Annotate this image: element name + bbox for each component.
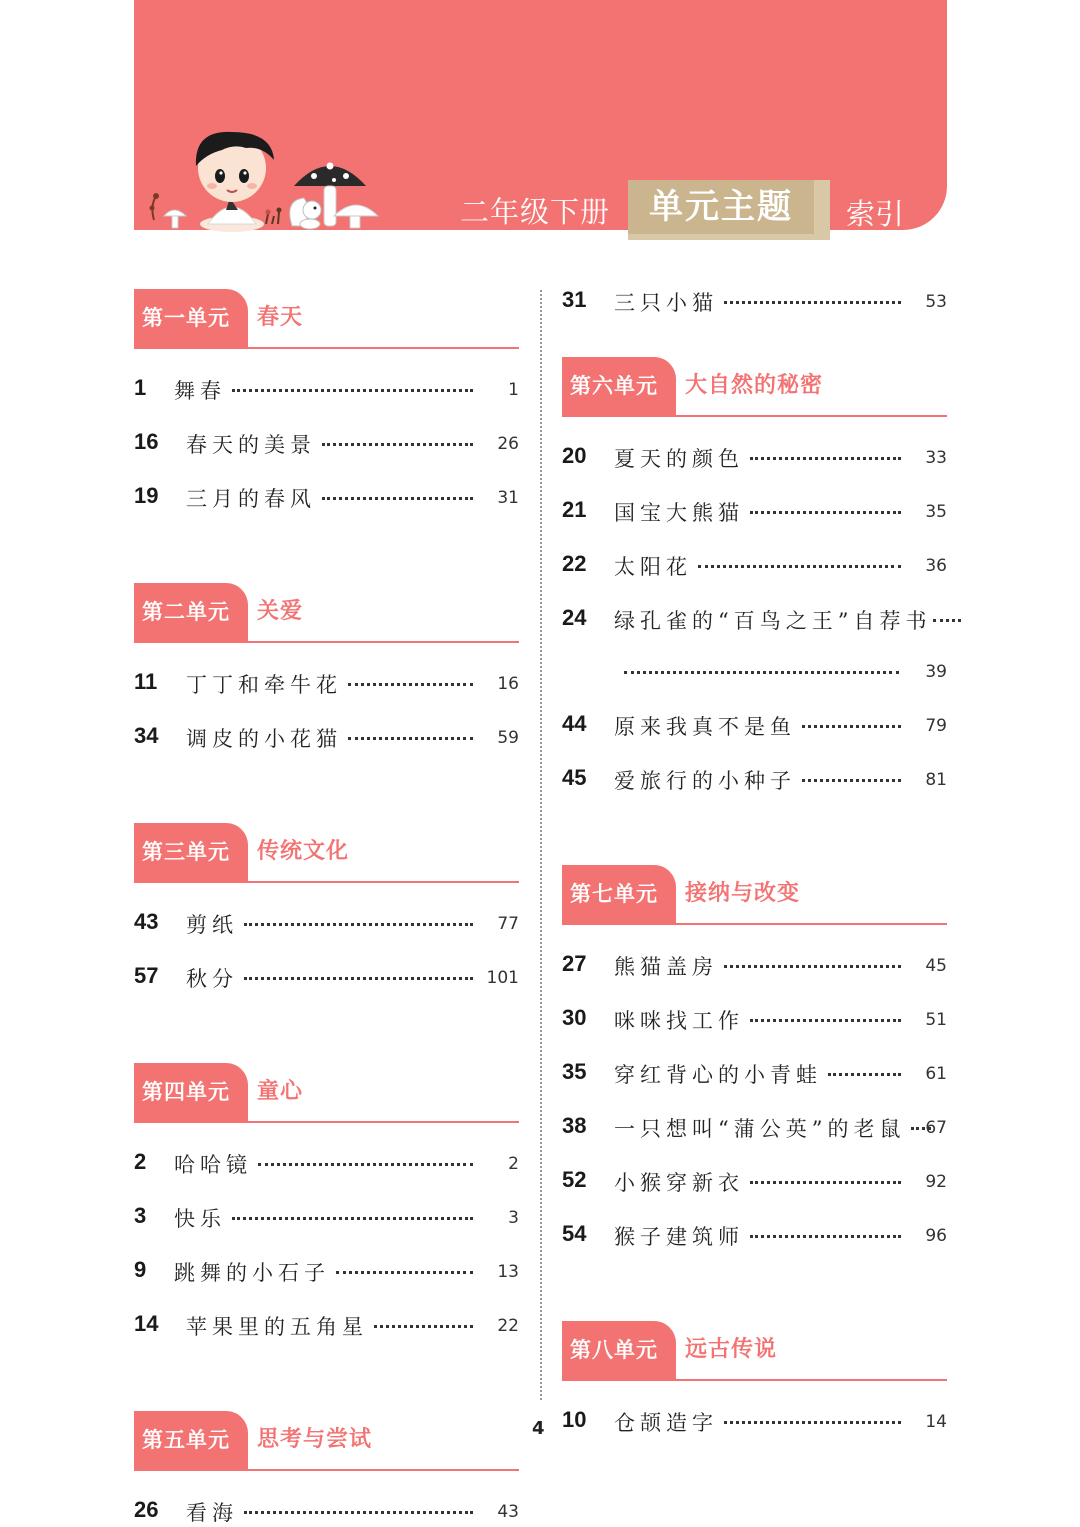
lesson-page: 43 <box>497 1502 519 1522</box>
lesson-page: 45 <box>925 956 947 976</box>
leader-dots <box>232 1217 473 1220</box>
lesson-title: 哈哈镜 <box>174 1153 252 1177</box>
unit-label: 第六单元 <box>562 357 676 415</box>
lesson-page: 33 <box>925 448 947 468</box>
lesson-page: 51 <box>925 1010 947 1030</box>
lesson-number: 27 <box>562 951 587 976</box>
lesson-number: 45 <box>562 765 587 790</box>
lesson-page: 79 <box>925 716 947 736</box>
lesson-number: 34 <box>134 723 159 748</box>
leader-dots <box>232 389 473 392</box>
lesson-page: 92 <box>925 1172 947 1192</box>
leader-dots <box>374 1325 473 1328</box>
unit-underline <box>134 1121 519 1123</box>
lesson-row <box>134 483 519 513</box>
unit-title: 思考与尝试 <box>257 1427 373 1452</box>
unit-title: 春天 <box>257 305 304 330</box>
lesson-title: 夏天的颜色 <box>614 447 744 471</box>
lesson-number: 9 <box>134 1257 147 1282</box>
lesson-row <box>134 1257 519 1287</box>
unit-title: 传统文化 <box>257 839 350 864</box>
unit-heading <box>134 289 519 349</box>
lesson-number: 44 <box>562 711 587 736</box>
boy-mushroom-illustration <box>134 120 394 232</box>
lesson-number: 20 <box>562 443 587 468</box>
header-grade: 二年级下册 <box>460 195 611 229</box>
lesson-page: 14 <box>925 1412 947 1432</box>
leader-dots <box>802 779 901 782</box>
lesson-row <box>562 605 947 635</box>
lesson-number: 31 <box>562 287 587 312</box>
unit-label: 第八单元 <box>562 1321 676 1379</box>
lesson-title: 快乐 <box>174 1207 226 1231</box>
lesson-title: 一只想叫“蒲公英”的老鼠 <box>614 1117 906 1141</box>
page-number: 4 <box>532 1418 545 1439</box>
lesson-number: 2 <box>134 1149 147 1174</box>
leader-dots <box>244 1511 473 1514</box>
lesson-page: 53 <box>925 292 947 312</box>
unit-heading <box>562 357 947 417</box>
unit-heading <box>562 865 947 925</box>
unit-heading <box>562 1321 947 1381</box>
lesson-row <box>134 429 519 459</box>
leader-dots <box>322 443 473 446</box>
lesson-number: 22 <box>562 551 587 576</box>
leader-dots <box>724 1421 901 1424</box>
lesson-row <box>562 287 947 317</box>
lesson-number: 54 <box>562 1221 587 1246</box>
unit-label: 第七单元 <box>562 865 676 923</box>
leader-dots <box>828 1073 901 1076</box>
lesson-title: 丁丁和牵牛花 <box>186 673 342 697</box>
lesson-title: 小猴穿新衣 <box>614 1171 744 1195</box>
leader-dots <box>348 737 473 740</box>
header-theme-box <box>628 180 830 240</box>
leader-dots <box>258 1163 473 1166</box>
leader-dots <box>698 565 901 568</box>
lesson-page: 67 <box>925 1118 947 1138</box>
leader-dots <box>624 671 899 674</box>
unit-underline <box>562 1379 947 1381</box>
unit-underline <box>134 347 519 349</box>
unit-underline <box>562 415 947 417</box>
leader-dots <box>336 1271 473 1274</box>
lesson-number: 30 <box>562 1005 587 1030</box>
unit-underline <box>134 641 519 643</box>
lesson-number: 43 <box>134 909 159 934</box>
lesson-number: 1 <box>134 375 147 400</box>
leader-dots <box>750 1181 901 1184</box>
leader-dots <box>348 683 473 686</box>
unit-heading <box>134 1063 519 1123</box>
lesson-number: 24 <box>562 605 587 630</box>
lesson-number: 52 <box>562 1167 587 1192</box>
lesson-title: 猴子建筑师 <box>614 1225 744 1249</box>
lesson-row-continued <box>562 657 947 687</box>
header-index: 索引 <box>846 197 905 231</box>
leader-dots <box>322 497 473 500</box>
lesson-page: 3 <box>508 1208 519 1228</box>
lesson-page: 59 <box>497 728 519 748</box>
lesson-page: 2 <box>508 1154 519 1174</box>
lesson-page: 39 <box>925 662 947 682</box>
lesson-title: 熊猫盖房 <box>614 955 718 979</box>
unit-heading <box>134 823 519 883</box>
lesson-row <box>562 951 947 981</box>
unit-label: 第四单元 <box>134 1063 248 1121</box>
lesson-title: 春天的美景 <box>186 433 316 457</box>
lesson-title: 仓颉造字 <box>614 1411 718 1435</box>
lesson-row <box>134 723 519 753</box>
lesson-row <box>562 497 947 527</box>
lesson-page: 81 <box>925 770 947 790</box>
leader-dots <box>750 457 901 460</box>
lesson-row <box>134 909 519 939</box>
unit-underline <box>134 881 519 883</box>
lesson-number: 35 <box>562 1059 587 1084</box>
lesson-title: 苹果里的五角星 <box>186 1315 368 1339</box>
leader-dots <box>724 301 901 304</box>
lesson-row <box>134 963 519 993</box>
unit-heading <box>134 583 519 643</box>
unit-label: 第二单元 <box>134 583 248 641</box>
lesson-row <box>134 669 519 699</box>
lesson-number: 21 <box>562 497 587 522</box>
lesson-title: 太阳花 <box>614 555 692 579</box>
unit-label: 第五单元 <box>134 1411 248 1469</box>
lesson-number: 10 <box>562 1407 587 1432</box>
lesson-row <box>134 1203 519 1233</box>
lesson-row <box>134 1311 519 1341</box>
lesson-page: 96 <box>925 1226 947 1246</box>
leader-dots <box>933 619 961 622</box>
unit-heading <box>134 1411 519 1471</box>
lesson-title: 看海 <box>186 1501 238 1525</box>
lesson-row <box>562 1005 947 1035</box>
column-divider <box>540 290 542 1400</box>
unit-title: 关爱 <box>257 599 304 624</box>
leader-dots <box>750 1019 901 1022</box>
lesson-row <box>562 443 947 473</box>
lesson-title: 穿红背心的小青蛙 <box>614 1063 822 1087</box>
lesson-page: 22 <box>497 1316 519 1336</box>
lesson-number: 38 <box>562 1113 587 1138</box>
lesson-title: 爱旅行的小种子 <box>614 769 796 793</box>
lesson-row <box>562 1167 947 1197</box>
lesson-page: 16 <box>497 674 519 694</box>
lesson-title: 秋分 <box>186 967 238 991</box>
lesson-number: 57 <box>134 963 159 988</box>
leader-dots <box>750 1235 901 1238</box>
lesson-title: 国宝大熊猫 <box>614 501 744 525</box>
unit-title: 童心 <box>257 1079 304 1104</box>
lesson-row <box>562 1113 947 1143</box>
lesson-number: 26 <box>134 1497 159 1522</box>
lesson-page: 13 <box>497 1262 519 1282</box>
lesson-title: 舞春 <box>174 379 226 403</box>
leader-dots <box>244 977 473 980</box>
lesson-number: 16 <box>134 429 159 454</box>
leader-dots <box>244 923 473 926</box>
lesson-number: 3 <box>134 1203 147 1228</box>
unit-title: 接纳与改变 <box>685 881 801 906</box>
lesson-page: 77 <box>497 914 519 934</box>
lesson-number: 19 <box>134 483 159 508</box>
lesson-row <box>134 375 519 405</box>
lesson-number: 14 <box>134 1311 159 1336</box>
leader-dots <box>750 511 901 514</box>
lesson-title: 跳舞的小石子 <box>174 1261 330 1285</box>
leader-dots <box>802 725 901 728</box>
lesson-row <box>562 765 947 795</box>
lesson-page: 1 <box>508 380 519 400</box>
lesson-page: 101 <box>486 968 519 988</box>
unit-label: 第一单元 <box>134 289 248 347</box>
lesson-title: 剪纸 <box>186 913 238 937</box>
lesson-row <box>562 1221 947 1251</box>
lesson-title: 调皮的小花猫 <box>186 727 342 751</box>
unit-title: 远古传说 <box>685 1337 778 1362</box>
lesson-page: 26 <box>497 434 519 454</box>
lesson-row <box>562 1407 947 1437</box>
header-theme: 单元主题 <box>628 180 814 234</box>
lesson-row <box>562 711 947 741</box>
unit-underline <box>562 923 947 925</box>
lesson-row <box>134 1149 519 1179</box>
lesson-title: 三月的春风 <box>186 487 316 511</box>
lesson-title: 咪咪找工作 <box>614 1009 744 1033</box>
lesson-page: 61 <box>925 1064 947 1084</box>
lesson-page: 36 <box>925 556 947 576</box>
lesson-title: 原来我真不是鱼 <box>614 715 796 739</box>
lesson-row <box>134 1497 519 1527</box>
lesson-title: 三只小猫 <box>614 291 718 315</box>
unit-title: 大自然的秘密 <box>685 373 824 398</box>
lesson-row <box>562 1059 947 1089</box>
lesson-page: 35 <box>925 502 947 522</box>
lesson-title: 绿孔雀的“百鸟之王”自荐书 <box>614 609 932 633</box>
lesson-number: 11 <box>134 669 158 694</box>
lesson-row <box>562 551 947 581</box>
leader-dots <box>724 965 901 968</box>
unit-underline <box>134 1469 519 1471</box>
unit-label: 第三单元 <box>134 823 248 881</box>
lesson-page: 31 <box>497 488 519 508</box>
